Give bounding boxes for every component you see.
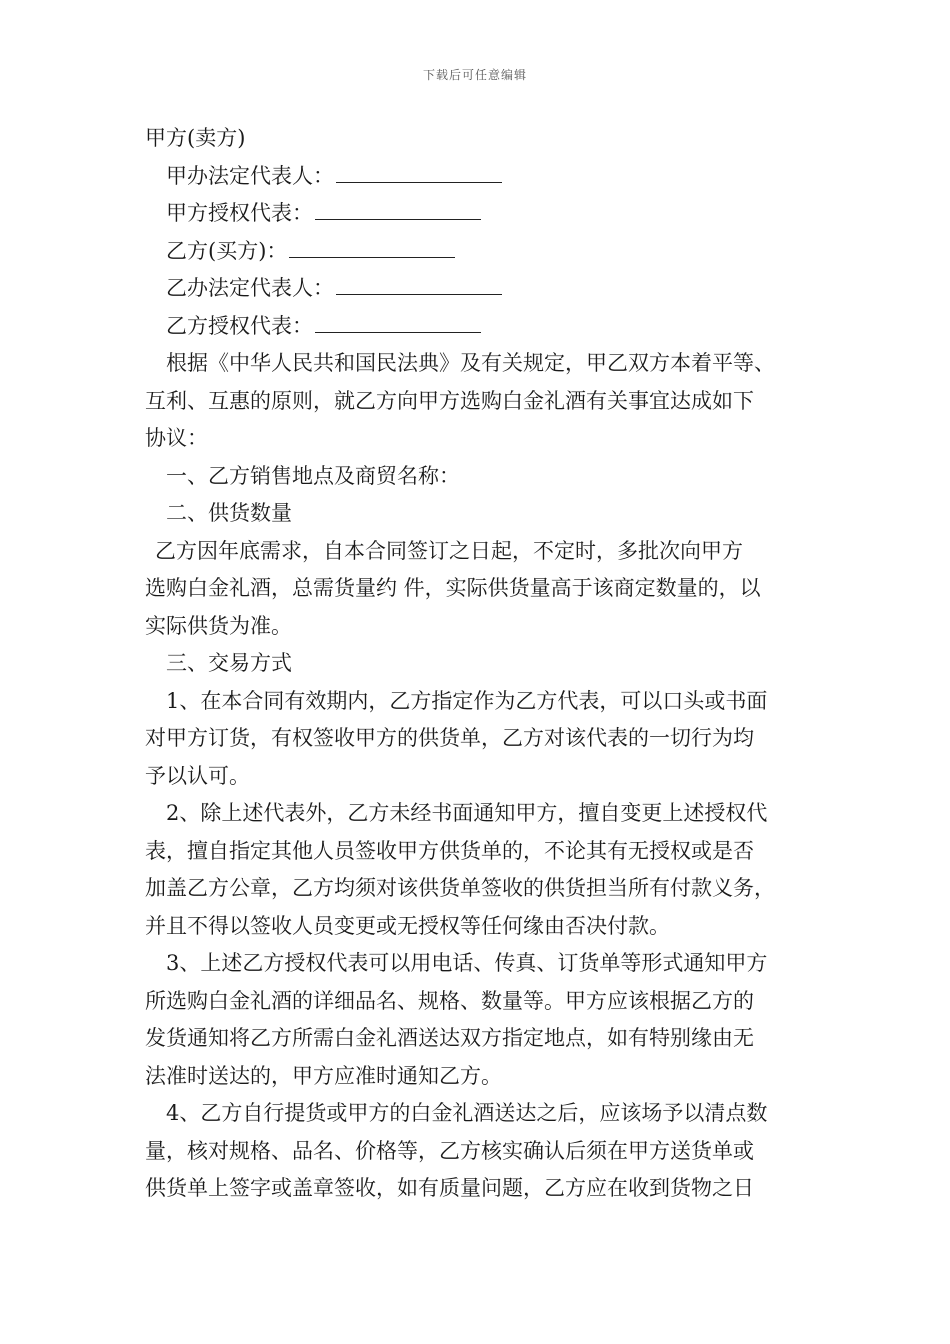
- buyer-auth-rep-label: 乙方授权代表：: [166, 313, 313, 338]
- section-2-line-2: 选购白金礼酒，总需货量约 件，实际供货量高于该商定数量的，以: [145, 576, 761, 600]
- clause-2-line-2: 表，擅自指定其他人员签收甲方供货单的，不论其有无授权或是否: [145, 838, 754, 863]
- clause-1-line-2: 对甲方订货，有权签收甲方的供货单，乙方对该代表的一切行为均: [145, 726, 754, 750]
- seller-legal-rep-line: [145, 158, 815, 196]
- section-1-title: 一、乙方销售地点及商贸名称：: [166, 463, 460, 488]
- buyer-auth-rep-line: [145, 308, 815, 346]
- buyer-label: 乙方(买方)：: [166, 238, 288, 263]
- buyer-blank[interactable]: [289, 235, 455, 258]
- contract-body: [145, 120, 815, 1208]
- section-2-line-1: 乙方因年底需求，自本合同签订之日起，不定时，多批次向甲方: [155, 538, 743, 563]
- intro-line-2: 互利、互惠的原则，就乙方向甲方选购白金礼酒有关事宜达成如下: [145, 388, 754, 413]
- buyer-legal-rep-blank[interactable]: [336, 272, 502, 295]
- clause-1-line-1: 1、在本合同有效期内，乙方指定作为乙方代表，可以口头或书面: [166, 688, 768, 713]
- clause-3-line-1: 3、上述乙方授权代表可以用电话、传真、订货单等形式通知甲方: [166, 951, 768, 975]
- seller-legal-rep-label: 甲办法定代表人：: [166, 163, 334, 188]
- clause-2-line-1: 2、除上述代表外，乙方未经书面通知甲方，擅自变更上述授权代: [166, 801, 768, 825]
- clause-1-line-3: 予以认可。: [145, 763, 250, 788]
- page-header: 下载后可任意编辑: [422, 68, 527, 82]
- buyer-auth-rep-blank[interactable]: [315, 310, 481, 333]
- clause-4-line-1: 4、乙方自行提货或甲方的白金礼酒送达之后，应该场予以清点数: [166, 1101, 768, 1125]
- section-2-title: 二、供货数量: [166, 501, 292, 525]
- clause-3-line-3: 发货通知将乙方所需白金礼酒送达双方指定地点，如有特别缘由无: [145, 1026, 754, 1050]
- intro-line-3: 协议：: [145, 426, 208, 450]
- clause-4-line-3: 供货单上签字或盖章签收，如有质量问题，乙方应在收到货物之日: [145, 1176, 754, 1200]
- seller-auth-rep-line: [145, 195, 815, 233]
- clause-3-line-4: 法准时送达的，甲方应准时通知乙方。: [145, 1063, 502, 1088]
- section-2-line-3: 实际供货为准。: [145, 613, 292, 638]
- seller-line: 甲方(卖方): [145, 126, 246, 150]
- seller-auth-rep-blank[interactable]: [315, 197, 481, 220]
- clause-3-line-2: 所选购白金礼酒的详细品名、规格、数量等。甲方应该根据乙方的: [145, 988, 754, 1013]
- section-3-title: 三、交易方式: [166, 651, 292, 675]
- seller-auth-rep-label: 甲方授权代表：: [166, 201, 313, 225]
- buyer-legal-rep-line: [145, 270, 815, 308]
- buyer-line: [145, 233, 815, 271]
- buyer-legal-rep-label: 乙办法定代表人：: [166, 276, 334, 300]
- clause-2-line-4: 并且不得以签收人员变更或无授权等任何缘由否决付款。: [145, 913, 670, 938]
- seller-legal-rep-blank[interactable]: [336, 160, 502, 183]
- clause-4-line-2: 量，核对规格、品名、价格等，乙方核实确认后须在甲方送货单或: [145, 1138, 754, 1163]
- clause-2-line-3: 加盖乙方公章，乙方均须对该供货单签收的供货担当所有付款义务，: [145, 876, 775, 900]
- intro-line-1: 根据《中华人民共和国民法典》及有关规定，甲乙双方本着平等、: [166, 351, 775, 375]
